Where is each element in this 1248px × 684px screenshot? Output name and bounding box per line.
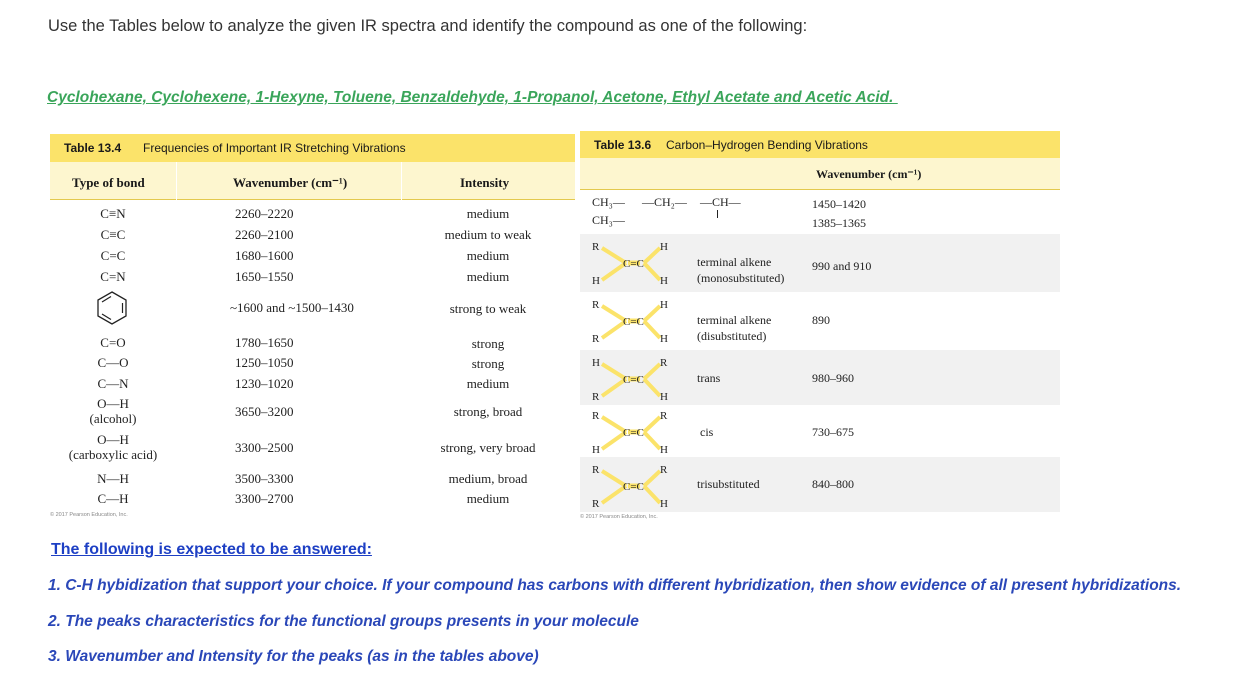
col-header-wavenumber: Wavenumber (cm⁻¹): [233, 175, 348, 190]
table-13-6-header: [580, 131, 1060, 158]
intensity: strong: [471, 356, 505, 371]
table-number: Table 13.4: [64, 141, 122, 155]
wavenumber: 730–675: [812, 425, 854, 439]
svg-text:R: R: [660, 410, 668, 422]
col-header-intensity: Intensity: [460, 175, 510, 190]
bond: C—H: [97, 491, 129, 506]
bond: C=C: [100, 248, 126, 263]
intensity: medium: [466, 269, 510, 284]
svg-text:C=C: C=C: [623, 374, 644, 386]
svg-text:R: R: [592, 333, 600, 345]
svg-text:R: R: [592, 391, 600, 403]
intensity: medium: [466, 206, 510, 221]
table-row: [580, 457, 1060, 512]
wavenumber: 980–960: [812, 371, 854, 385]
intensity: medium to weak: [444, 227, 532, 242]
svg-text:C=C: C=C: [623, 481, 644, 493]
question-item: 3. Wavenumber and Intensity for the peaks (as in the tables above): [48, 648, 539, 665]
ch-group: —CH—: [700, 195, 741, 209]
table-row: [580, 292, 1060, 350]
intensity: strong: [471, 336, 505, 351]
svg-text:C=C: C=C: [623, 316, 644, 328]
bond: C—O: [97, 355, 129, 370]
table-13-6: [580, 131, 1060, 520]
wavenumber: 1780–1650: [235, 335, 294, 350]
bond: C—N: [97, 376, 129, 391]
row-label: cis: [700, 425, 714, 439]
wavenumber: 1250–1050: [235, 355, 294, 370]
ch2-group: —CH₂—: [642, 195, 687, 209]
wavenumber: 1230–1020: [235, 376, 294, 391]
disubstituted-alkene-structure: [590, 292, 668, 350]
benzene-ring-icon: [94, 290, 130, 326]
wavenumber: 890: [812, 313, 830, 327]
trans-alkene-structure: [590, 350, 668, 408]
col-header-bond: Type of bond: [72, 175, 145, 190]
table-number: Table 13.6: [594, 138, 652, 152]
svg-text:H: H: [660, 444, 668, 456]
intensity: strong, very broad: [440, 440, 536, 455]
svg-text:C=C: C=C: [623, 258, 644, 270]
bond: N—H: [97, 471, 129, 486]
svg-text:H: H: [660, 275, 668, 287]
svg-text:H: H: [592, 357, 600, 369]
bond: O—H: [97, 432, 129, 447]
monosubstituted-alkene-structure: [590, 234, 668, 292]
copyright: © 2017 Pearson Education, Inc.: [580, 514, 658, 520]
intensity: strong to weak: [449, 301, 527, 316]
table-row: [50, 432, 575, 466]
svg-text:H: H: [592, 275, 600, 287]
svg-text:R: R: [592, 241, 600, 253]
bond: C≡C: [100, 227, 126, 242]
copyright: © 2017 Pearson Education, Inc.: [50, 512, 128, 518]
bond: C=N: [100, 269, 126, 284]
svg-text:H: H: [660, 299, 668, 311]
bond-note: (alcohol): [89, 411, 137, 426]
wavenumber: 1450–1420: [812, 197, 866, 211]
svg-text:R: R: [592, 464, 600, 476]
svg-text:H: H: [660, 333, 668, 345]
row-label: terminal alkene: [697, 255, 772, 269]
question-item: 1. C-H hybidization that support your choice. If your compound has carbons with different hybridization, then show evidence of all present hybridizations.: [48, 577, 1182, 594]
question-item: 2. The peaks characteristics for the functional groups presents in your molecule: [48, 613, 639, 630]
row-label-note: (monosubstituted): [697, 271, 785, 285]
svg-text:R: R: [660, 357, 668, 369]
table-13-4-header: [50, 134, 575, 162]
svg-text:R: R: [592, 498, 600, 510]
row-label: terminal alkene: [697, 313, 772, 327]
wavenumber: 990 and 910: [812, 259, 872, 273]
svg-text:H: H: [660, 391, 668, 403]
wavenumber: 2260–2100: [235, 227, 294, 242]
table-title: Carbon–Hydrogen Bending Vibrations: [666, 138, 868, 152]
table-row: [50, 396, 575, 430]
bond: C≡N: [100, 206, 126, 221]
table-row: [580, 234, 1060, 292]
wavenumber: 3500–3300: [235, 471, 294, 486]
trisubstituted-alkene-structure: [590, 457, 668, 515]
svg-text:R: R: [592, 410, 600, 422]
column-headers: [580, 158, 1060, 190]
wavenumber: 3300–2500: [235, 440, 294, 455]
bond: O—H: [97, 396, 129, 411]
table-13-4: [50, 134, 575, 518]
wavenumber: 1385–1365: [812, 216, 866, 230]
row-label-note: (disubstituted): [697, 329, 767, 343]
svg-text:R: R: [592, 299, 600, 311]
column-headers: [50, 162, 575, 200]
intensity: medium: [466, 376, 510, 391]
row-label: trans: [697, 371, 721, 385]
table-row: [50, 289, 575, 327]
col-header-wavenumber: Wavenumber (cm⁻¹): [816, 167, 922, 181]
wavenumber: 840–800: [812, 477, 854, 491]
wavenumber: ~1600 and ~1500–1430: [230, 300, 354, 315]
ch3-group: CH₃—: [592, 195, 625, 209]
intensity: strong, broad: [453, 404, 523, 419]
wavenumber: 3300–2700: [235, 491, 294, 506]
questions-heading: The following is expected to be answered:: [51, 541, 372, 558]
intensity: medium: [466, 248, 510, 263]
svg-text:R: R: [660, 464, 668, 476]
instructions-text: Use the Tables below to analyze the given IR spectra and identify the compound as one of the following:: [48, 17, 808, 35]
svg-text:C=C: C=C: [623, 427, 644, 439]
wavenumber: 1650–1550: [235, 269, 294, 284]
table-title: Frequencies of Important IR Stretching Vibrations: [143, 141, 406, 155]
intensity: medium: [466, 491, 510, 506]
compound-list-link[interactable]: Cyclohexane, Cyclohexene, 1-Hexyne, Toluene, Benzaldehyde, 1-Propanol, Acetone, Ethyl Acetate and Acetic Acid.: [47, 89, 898, 106]
wavenumber: 3650–3200: [235, 404, 294, 419]
cis-alkene-structure: [590, 403, 668, 461]
table-row: [580, 405, 1060, 460]
svg-text:H: H: [592, 444, 600, 456]
wavenumber: 2260–2220: [235, 206, 294, 221]
row-label: trisubstituted: [697, 477, 760, 491]
ch3-group-2: CH₃—: [592, 213, 625, 227]
bond: C=O: [100, 335, 126, 350]
table-row: [580, 350, 1060, 405]
bond-note: (carboxylic acid): [68, 447, 158, 462]
svg-text:H: H: [660, 241, 668, 253]
wavenumber: 1680–1600: [235, 248, 294, 263]
intensity: medium, broad: [448, 471, 528, 486]
svg-text:H: H: [660, 498, 668, 510]
